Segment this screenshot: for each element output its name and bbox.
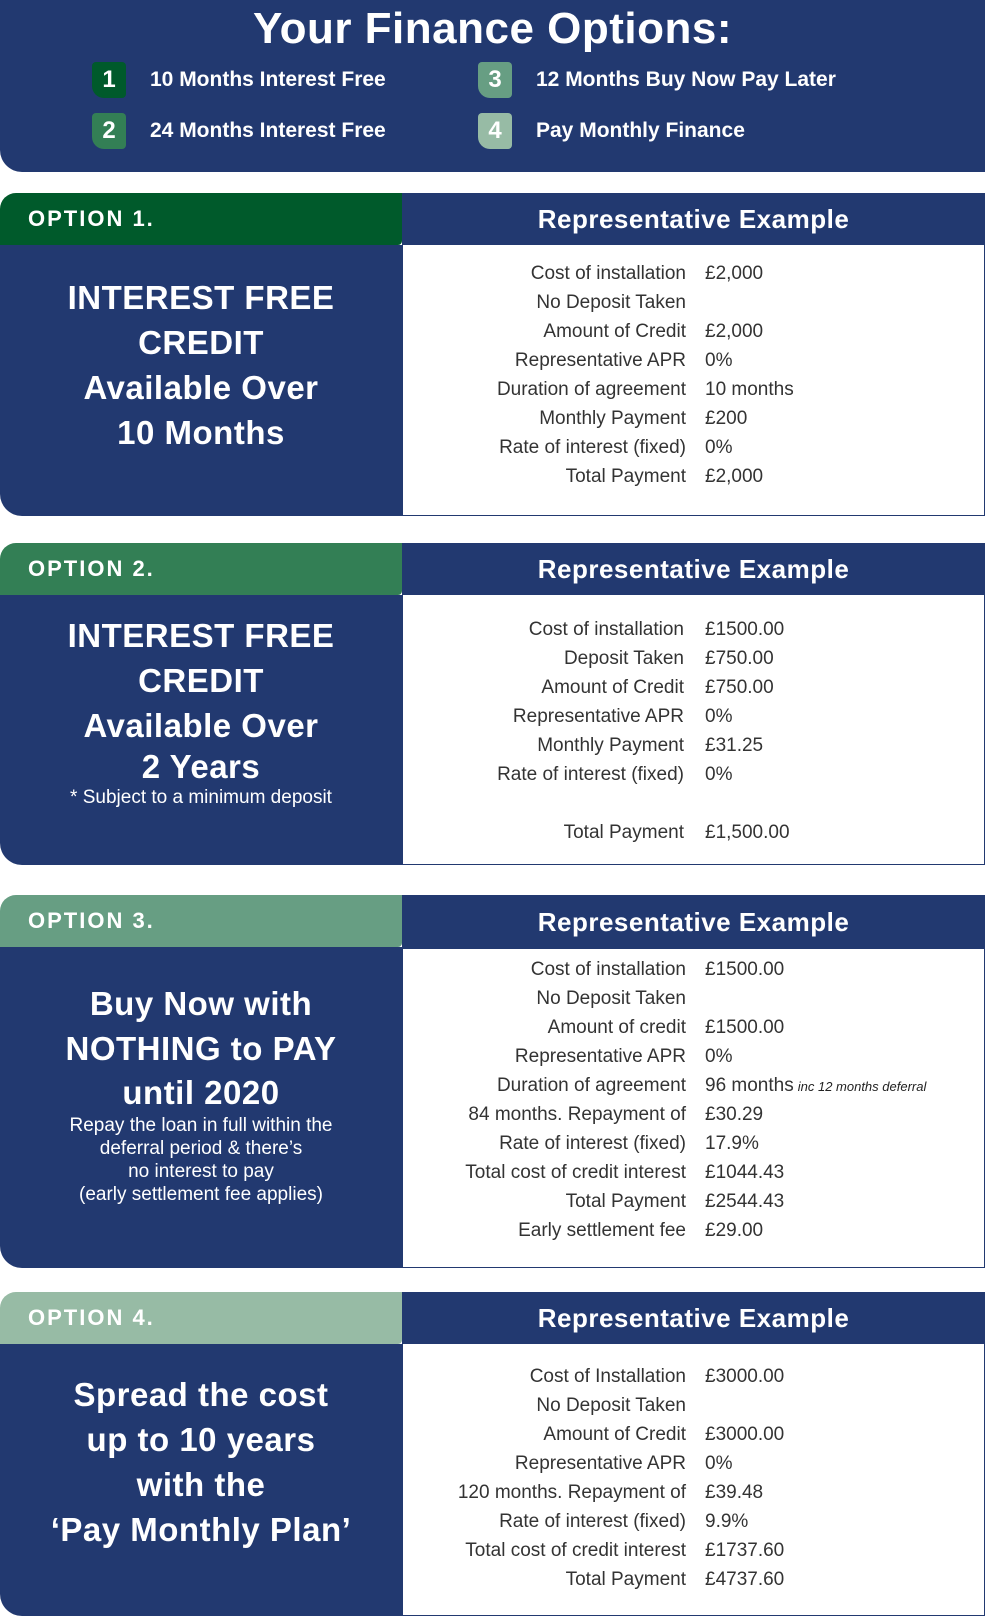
- option-tab: OPTION 1.: [0, 193, 402, 245]
- row-label: Total Payment: [565, 1569, 686, 1590]
- row-label: Cost of installation: [528, 619, 684, 640]
- headline-line: 2 Years: [141, 748, 261, 785]
- row-value: £750.00: [705, 677, 774, 698]
- finance-options-header: [0, 0, 985, 172]
- table-row: [403, 292, 985, 321]
- row-value-text: 96 months: [705, 1075, 794, 1096]
- deferral-note: inc 12 months deferral: [797, 1079, 927, 1094]
- option-4-section: [0, 1292, 985, 1616]
- row-value: 0%: [705, 764, 733, 785]
- legend-item-4: [478, 113, 745, 149]
- row-value: 0%: [705, 706, 733, 727]
- row-value: £4737.60: [705, 1569, 785, 1590]
- row-value: £39.48: [705, 1482, 764, 1503]
- row-label: Rate of interest (fixed): [497, 764, 684, 785]
- row-value: 9.9%: [705, 1511, 749, 1532]
- table-row: [403, 648, 985, 677]
- table-row: [403, 1017, 985, 1046]
- row-label: Deposit Taken: [563, 648, 684, 669]
- row-label: No Deposit Taken: [536, 988, 686, 1009]
- headline-line: with the: [136, 1466, 266, 1503]
- option-number-badge: 2: [92, 113, 126, 149]
- representative-example-table: [402, 245, 985, 516]
- row-label: Rate of interest (fixed): [499, 437, 686, 458]
- table-row: [403, 619, 985, 648]
- representative-example-heading: Representative Example: [402, 1292, 985, 1344]
- representative-example-heading: Representative Example: [402, 543, 985, 595]
- row-value: £3000.00: [705, 1424, 785, 1445]
- table-row: [403, 1133, 985, 1162]
- representative-example-table: [402, 1344, 985, 1616]
- row-label: Amount of Credit: [541, 677, 684, 698]
- row-label: Representative APR: [514, 350, 686, 371]
- row-value: £1500.00: [705, 1017, 785, 1038]
- headline-line: Spread the cost: [73, 1376, 329, 1413]
- legend-item-1: [92, 62, 386, 98]
- row-label: Amount of Credit: [543, 1424, 686, 1445]
- headline-line: Available Over: [83, 369, 319, 406]
- headline-subtext: * Subject to a minimum deposit: [70, 787, 332, 808]
- headline-line: ‘Pay Monthly Plan’: [50, 1511, 352, 1548]
- row-value: £2544.43: [705, 1191, 785, 1212]
- option-headline-panel: [0, 1344, 402, 1616]
- headline-subtext: Repay the loan in full within the: [69, 1115, 333, 1136]
- headline-line: CREDIT: [138, 324, 264, 361]
- row-value: 17.9%: [705, 1133, 759, 1154]
- row-label: Early settlement fee: [518, 1220, 686, 1241]
- option-number-badge: 3: [478, 62, 512, 98]
- row-label: Total Payment: [563, 822, 684, 843]
- table-row: [403, 735, 985, 764]
- row-value: £29.00: [705, 1220, 764, 1241]
- option-tab: OPTION 2.: [0, 543, 402, 595]
- row-label: No Deposit Taken: [536, 292, 686, 313]
- option-tab: OPTION 4.: [0, 1292, 402, 1344]
- row-label: Cost of Installation: [529, 1366, 686, 1387]
- row-value: 0%: [705, 1453, 733, 1474]
- row-value: £2,000: [705, 263, 764, 284]
- row-value: £750.00: [705, 648, 774, 669]
- table-row: [403, 1453, 985, 1482]
- headline-line: until 2020: [122, 1074, 280, 1111]
- headline-line: Available Over: [83, 707, 319, 744]
- table-row: [403, 1191, 985, 1220]
- option-headline-panel: [0, 245, 402, 516]
- option-2-section: [0, 543, 985, 865]
- table-row: [403, 1046, 985, 1075]
- row-label: Representative APR: [514, 1046, 686, 1067]
- row-label: Duration of agreement: [496, 1075, 686, 1096]
- legend-label: 24 Months Interest Free: [150, 119, 386, 142]
- representative-example-table: [402, 595, 985, 865]
- headline-subtext: deferral period & there’s: [99, 1138, 303, 1159]
- table-row: [403, 379, 985, 408]
- table-row: [403, 1511, 985, 1540]
- option-3-section: [0, 895, 985, 1268]
- row-value: £1044.43: [705, 1162, 785, 1183]
- row-value: £2,000: [705, 321, 764, 342]
- row-value: £1,500.00: [705, 822, 790, 843]
- row-value: £1737.60: [705, 1540, 785, 1561]
- row-value: 0%: [705, 437, 733, 458]
- row-label: 84 months. Repayment of: [468, 1104, 686, 1125]
- table-row: [403, 408, 985, 437]
- option-headline-panel: [0, 595, 402, 865]
- representative-example-heading: Representative Example: [402, 895, 985, 949]
- table-row: [403, 321, 985, 350]
- row-label: Total Payment: [565, 466, 686, 487]
- row-value: 10 months: [705, 379, 794, 400]
- table-row: [403, 263, 985, 292]
- legend-label: 12 Months Buy Now Pay Later: [536, 68, 836, 91]
- table-row: [403, 1482, 985, 1511]
- representative-example-table: [402, 949, 985, 1268]
- headline-subtext: (early settlement fee applies): [79, 1184, 323, 1205]
- row-label: 120 months. Repayment of: [457, 1482, 686, 1503]
- row-value: £30.29: [705, 1104, 764, 1125]
- table-row: [403, 1220, 985, 1249]
- table-row: [403, 1395, 985, 1424]
- table-row: [403, 706, 985, 735]
- row-label: Duration of agreement: [496, 379, 686, 400]
- legend-label: Pay Monthly Finance: [536, 119, 745, 142]
- row-label: Monthly Payment: [539, 408, 686, 429]
- option-number-badge: 4: [478, 113, 512, 149]
- row-label: Rate of interest (fixed): [499, 1511, 686, 1532]
- table-row: [403, 988, 985, 1017]
- headline-line: up to 10 years: [86, 1421, 316, 1458]
- table-row: [403, 437, 985, 466]
- row-value: £2,000: [705, 466, 764, 487]
- headline-line: INTEREST FREE: [67, 279, 335, 316]
- page-title: Your Finance Options:: [252, 4, 733, 53]
- option-1-section: [0, 193, 985, 516]
- row-label: Representative APR: [512, 706, 684, 727]
- row-value: £3000.00: [705, 1366, 785, 1387]
- legend-item-3: [478, 62, 836, 98]
- row-label: Total cost of credit interest: [465, 1162, 686, 1183]
- table-row: [403, 350, 985, 379]
- table-row: [403, 1569, 985, 1598]
- table-row: [403, 822, 985, 851]
- row-label: Cost of installation: [530, 263, 686, 284]
- row-value: [705, 1075, 926, 1097]
- headline-line: NOTHING to PAY: [65, 1030, 337, 1067]
- legend-item-2: [92, 113, 386, 149]
- row-value: £31.25: [705, 735, 764, 756]
- table-row: [403, 466, 985, 495]
- table-row: [403, 1075, 985, 1104]
- row-label: Representative APR: [514, 1453, 686, 1474]
- row-label: Total Payment: [565, 1191, 686, 1212]
- representative-example-heading: Representative Example: [402, 193, 985, 245]
- table-row: [403, 764, 985, 793]
- headline-line: 10 Months: [117, 414, 285, 451]
- table-row: [403, 1162, 985, 1191]
- option-number-badge: 1: [92, 62, 126, 98]
- row-value: £1500.00: [705, 619, 785, 640]
- row-label: No Deposit Taken: [536, 1395, 686, 1416]
- row-label: Total cost of credit interest: [465, 1540, 686, 1561]
- row-label: Cost of installation: [530, 959, 686, 980]
- table-row: [403, 1540, 985, 1569]
- option-headline-panel: [0, 947, 402, 1268]
- row-value: 0%: [705, 1046, 733, 1067]
- table-row: [403, 959, 985, 988]
- headline-line: INTEREST FREE: [67, 617, 335, 654]
- row-label: Amount of credit: [547, 1017, 686, 1038]
- option-tab: OPTION 3.: [0, 895, 402, 947]
- row-label: Monthly Payment: [537, 735, 684, 756]
- row-value: 0%: [705, 350, 733, 371]
- legend-label: 10 Months Interest Free: [150, 68, 386, 91]
- row-value: £200: [705, 408, 748, 429]
- table-row: [403, 1104, 985, 1133]
- table-row: [403, 1366, 985, 1395]
- row-label: Rate of interest (fixed): [499, 1133, 686, 1154]
- headline-line: Buy Now with: [89, 985, 313, 1022]
- table-row: [403, 1424, 985, 1453]
- table-row: [403, 677, 985, 706]
- headline-subtext: no interest to pay: [128, 1161, 274, 1182]
- row-value: £1500.00: [705, 959, 785, 980]
- headline-line: CREDIT: [138, 662, 264, 699]
- row-label: Amount of Credit: [543, 321, 686, 342]
